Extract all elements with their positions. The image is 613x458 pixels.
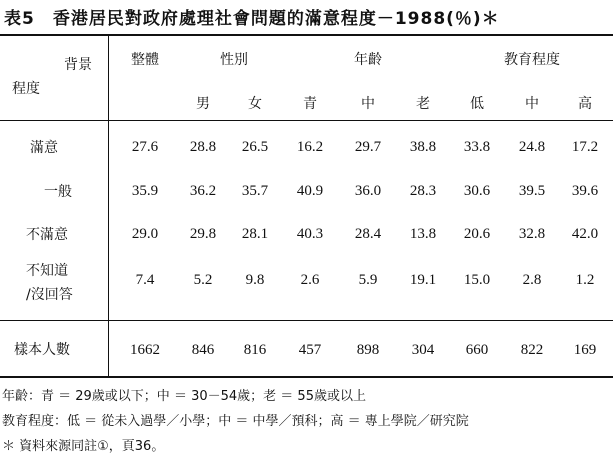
sample-size-cell: 1662 — [130, 342, 160, 358]
table-cell: 24.8 — [518, 139, 546, 155]
table-cell: 35.7 — [241, 183, 269, 199]
table-cell: 29.0 — [131, 226, 159, 242]
sample-size-cell: 457 — [298, 342, 322, 358]
table-title: 表5 香港居民對政府處理社會問題的滿意程度－1988(％)＊ — [4, 9, 500, 29]
sub-header: 低 — [470, 96, 484, 112]
sample-size-cell: 169 — [573, 342, 597, 358]
group-header-overall: 整體 — [131, 52, 159, 68]
table-cell: 39.6 — [571, 183, 599, 199]
table-cell: 1.2 — [575, 272, 595, 288]
table-cell: 28.8 — [189, 139, 217, 155]
table-cell: 28.3 — [409, 183, 437, 199]
sub-header: 高 — [578, 96, 592, 112]
table-cell: 39.5 — [518, 183, 546, 199]
table-cell: 33.8 — [463, 139, 491, 155]
row-label — [30, 139, 58, 157]
sub-header: 女 — [248, 96, 262, 112]
corner-header-background: 背景 — [64, 57, 92, 73]
header-divider — [0, 120, 613, 121]
sample-row-label: 樣本人數 — [14, 342, 70, 358]
table-cell: 28.1 — [241, 226, 269, 242]
sub-header: 老 — [416, 96, 430, 112]
table-cell: 36.2 — [189, 183, 217, 199]
table-cell: 29.7 — [354, 139, 382, 155]
sample-divider — [0, 320, 613, 321]
table-cell: 5.9 — [358, 272, 378, 288]
table-cell: 16.2 — [296, 139, 324, 155]
table-cell: 2.8 — [522, 272, 542, 288]
table-cell: 20.6 — [463, 226, 491, 242]
table-cell: 7.4 — [135, 272, 155, 288]
row-label-line: 滿意 — [30, 140, 58, 156]
row-label-line: 不滿意 — [26, 227, 68, 243]
table-cell: 32.8 — [518, 226, 546, 242]
note-age: 年齡：青 ＝ 29歲或以下；中 ＝ 30－54歲；老 ＝ 55歲或以上 — [2, 389, 366, 404]
group-header-age: 年齡 — [354, 52, 382, 68]
row-label — [26, 262, 73, 304]
row-label-line: 一般 — [44, 184, 72, 200]
table-cell: 29.8 — [189, 226, 217, 242]
sample-size-cell: 898 — [356, 342, 380, 358]
table-cell: 35.9 — [131, 183, 159, 199]
table-cell: 13.8 — [409, 226, 437, 242]
table-cell: 26.5 — [241, 139, 269, 155]
note-source: ＊ 資料來源同註①，頁36。 — [2, 439, 165, 454]
sample-size-cell: 822 — [520, 342, 544, 358]
table-cell: 40.3 — [296, 226, 324, 242]
table-cell: 38.8 — [409, 139, 437, 155]
column-divider — [108, 36, 109, 376]
table-cell: 28.4 — [354, 226, 382, 242]
sub-header: 青 — [303, 96, 317, 112]
sample-size-cell: 660 — [465, 342, 489, 358]
group-header-education: 教育程度 — [504, 52, 560, 68]
table-cell: 17.2 — [571, 139, 599, 155]
sub-header: 中 — [361, 96, 375, 112]
sample-size-cell: 304 — [411, 342, 435, 358]
note-education: 教育程度：低 ＝ 從未入過學／小學；中 ＝ 中學／預科；高 ＝ 專上學院／研究院 — [2, 414, 469, 429]
sub-header: 中 — [525, 96, 539, 112]
row-label — [44, 183, 72, 201]
table-cell: 36.0 — [354, 183, 382, 199]
sample-size-cell: 816 — [243, 342, 267, 358]
table-cell: 30.6 — [463, 183, 491, 199]
row-label-line: /沒回答 — [26, 287, 73, 303]
table-cell: 9.8 — [245, 272, 265, 288]
sub-header: 男 — [196, 96, 210, 112]
table-cell: 40.9 — [296, 183, 324, 199]
row-label-line: 不知道 — [26, 263, 68, 279]
table-cell: 27.6 — [131, 139, 159, 155]
table-cell: 42.0 — [571, 226, 599, 242]
table-cell: 5.2 — [193, 272, 213, 288]
satisfaction-table — [0, 34, 613, 378]
row-label — [26, 226, 68, 244]
group-header-gender: 性別 — [220, 52, 248, 68]
corner-header-level: 程度 — [12, 81, 40, 97]
sample-size-cell: 846 — [191, 342, 215, 358]
table-cell: 2.6 — [300, 272, 320, 288]
table-cell: 19.1 — [409, 272, 437, 288]
table-cell: 15.0 — [463, 272, 491, 288]
